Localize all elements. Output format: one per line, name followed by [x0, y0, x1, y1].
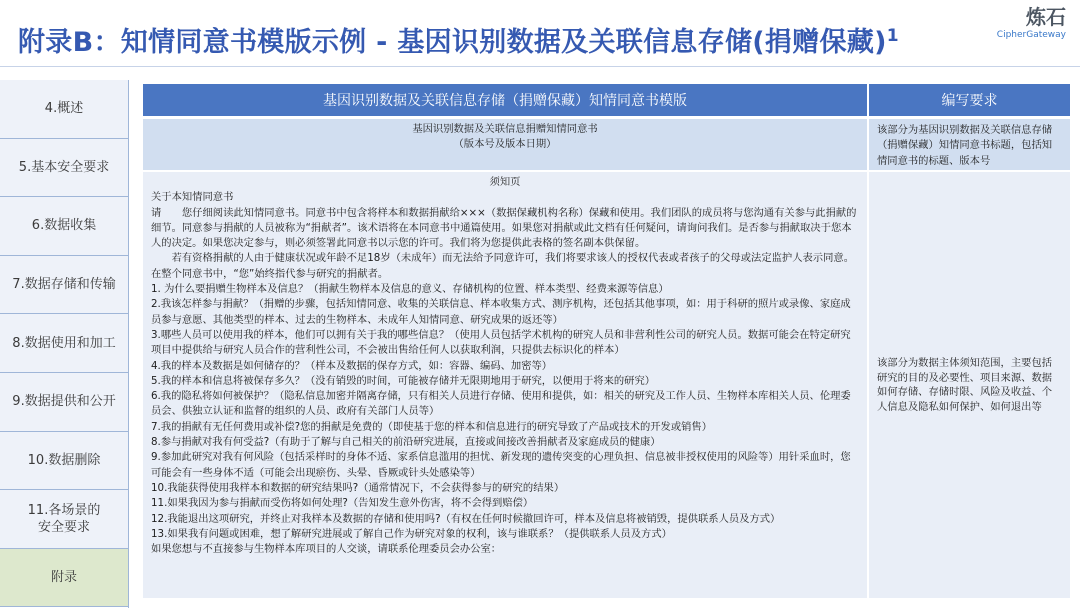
sidebar-item-label: 9.数据提供和公开	[12, 394, 116, 410]
notice-item: 9.参加此研究对我有何风险（包括采样时的身体不适、家系信息滥用的担忧、新发现的遗传突变的心理负担、信息被非授权使用的风险等）用针采血时，您可能会有一些身体不适（可能会出现瘀伤、头晕、昏厥或针头处感染等）	[151, 451, 851, 479]
notice-heading: 须知页	[489, 176, 521, 188]
sidebar-item-label: 7.数据存储和传输	[12, 277, 116, 293]
notice-item: 11.如果我因为参与捐献而受伤将如何处理?（告知发生意外伤害，将不会得到赔偿）	[151, 497, 534, 510]
sidebar-item-data-deletion[interactable]	[0, 432, 128, 491]
brand-english-name: CipherGateway	[996, 30, 1066, 40]
header-requirements-column: 编写要求	[869, 84, 1070, 116]
notice-item: 12.我能退出这项研究，并终止对我样本及数据的存储和使用吗?（有权在任何时候撤回许可，样本及信息将被销毁，提供联系人员及方式）	[151, 512, 781, 525]
notice-item: 7.我的捐献有无任何费用或补偿?您的捐献是免费的（即使基于您的样本和信息进行的研究导致了产品或技术的开发或销售）	[151, 420, 713, 433]
notice-requirement-text: 该部分为数据主体须知范围，主要包括研究的目的及必要性、项目来源、数据如何存储、存储时限、风险及收益、个人信息及隐私如何保护、如何退出等	[877, 357, 1053, 413]
section-heading: 关于本知情同意书	[151, 191, 234, 204]
sidebar-item-label: 10.数据删除	[27, 452, 101, 468]
title-requirement-text: 该部分为基因识别数据及关联信息存储（捐赠保藏）知情同意书标题，包括知情同意书的标题、版本号	[877, 124, 1053, 167]
title-requirement-cell	[869, 119, 1070, 170]
sidebar-item-label: 4.概述	[44, 101, 84, 117]
sidebar-item-use-processing[interactable]	[0, 314, 128, 373]
sidebar-item-appendix[interactable]	[0, 549, 128, 608]
notice-item: 2.我该怎样参与捐献？（捐赠的步骤，包括知情同意、收集的关联信息、样本收集方式、测序机构，还包括其他事项，如：用于科研的照片或录像、家庭成员参与意愿、其他类型的样本、过去的生物样本、未成年人知情同意、研究成果的返还等）	[151, 298, 851, 326]
sidebar-item-label: 8.数据使用和加工	[12, 335, 116, 351]
header-template-column: 基因识别数据及关联信息存储（捐赠保藏）知情同意书模版	[143, 84, 867, 116]
consent-template-table	[143, 84, 1070, 598]
sidebar-item-label: 11.各场景的 安全要求	[27, 502, 101, 535]
notice-item: 5.我的样本和信息将被保存多久？（没有销毁的时间，可能被存储并无限期地用于研究，以便用于将来的研究）	[151, 374, 656, 387]
brand-name: 炼石	[1026, 5, 1066, 29]
title-divider	[0, 66, 1080, 67]
brand-logo	[997, 6, 1066, 41]
sidebar-item-overview[interactable]	[0, 80, 128, 139]
notice-requirement-cell	[869, 172, 1070, 598]
sidebar-item-label: 5.基本安全要求	[18, 159, 110, 175]
table-header	[143, 84, 1070, 116]
template-title-cell	[143, 119, 867, 170]
sidebar-item-label: 6.数据收集	[31, 218, 97, 234]
sidebar-item-basic-security[interactable]	[0, 139, 128, 198]
notice-item: 13.如果我有问题或困难，想了解研究进展或了解自己作为研究对象的权利，该与谁联系？（提供联系人员及方式）	[151, 527, 672, 540]
form-title: 基因识别数据及关联信息捐赠知情同意书	[412, 123, 598, 135]
sidebar-item-data-collection[interactable]	[0, 197, 128, 256]
notice-item: 4.我的样本及数据是如何储存的？（样本及数据的保存方式，如：容器、编码、加密等）	[151, 359, 553, 372]
page-title: 附录B：知情同意书模版示例 - 基因识别数据及关联信息存储(捐赠保藏)$^1$	[18, 26, 899, 58]
notice-item: 1. 为什么要捐赠生物样本及信息？（捐献生物样本及信息的意义、存储机构的位置、样本类型、经费来源等信息）	[151, 283, 669, 296]
sidebar-item-provision-disclosure[interactable]	[0, 373, 128, 432]
sidebar-item-label: 附录	[50, 570, 77, 586]
sidebar-item-scenario-security[interactable]	[0, 490, 128, 549]
notice-content-cell	[143, 172, 867, 598]
notice-paragraph: 请 您仔细阅读此知情同意书。同意书中包含将样本和数据捐献给×××（数据保藏机构名称）保藏和使用。我们团队的成员将与您沟通有关参与此捐献的细节。同意参与捐献的人员被称为“捐献者”。该术语将在本同意书中通篇使用。如果您对捐献或此文档有任何疑问，请询问我们。是否参与捐献取决于您本人的决定。如果您决定参与，则必须签署此同意书以示您的许可。我们将为您提供此表格的签名副本供保留。	[151, 206, 857, 250]
notice-item: 6.我的隐私将如何被保护？（隐私信息加密并隔离存储，只有相关人员进行存储、使用和提供，如：相关的研究及工作人员、生物样本库相关人员、伦理委员会、供独立认证和监督的组织的人员、政府有关部门人员等）	[151, 390, 851, 418]
notice-closing: 如果您想与不直接参与生物样本库项目的人交谈，请联系伦理委员会办公室：	[151, 543, 502, 556]
notice-item: 3.哪些人员可以使用我的样本，他们可以拥有关于我的哪些信息？（使用人员包括学术机构的研究人员和非营利性公司的研究人员。数据可能会在特定研究项目中提供给与研究人员合作的营利性公司，不会被出售给任何人以获取利润，只提供去标识化的样本）	[151, 328, 851, 357]
form-version: （版本号及版本日期）	[453, 138, 557, 151]
title-bar	[0, 0, 1080, 70]
notice-item: 10.我能获得使用我样本和数据的研究结果吗?（通常情况下，不会获得参与的研究的结果）	[151, 481, 565, 494]
notice-item: 8.参与捐献对我有何受益?（有助于了解与自己相关的前沿研究进展，直接或间接改善捐献者及家庭成员的健康）	[151, 436, 661, 449]
sidebar-item-storage-transfer[interactable]	[0, 256, 128, 315]
title-footnote-mark: 1	[886, 26, 899, 46]
notice-paragraph: 若有资格捐献的人由于健康状况或年龄不足18岁（未成年）而无法给予同意许可，我们将要求该人的授权代表或者孩子的父母或法定监护人表示同意。在整个同意书中，“您”始终指代参与研究的捐献者。	[151, 252, 854, 280]
sidebar-nav	[0, 80, 129, 608]
